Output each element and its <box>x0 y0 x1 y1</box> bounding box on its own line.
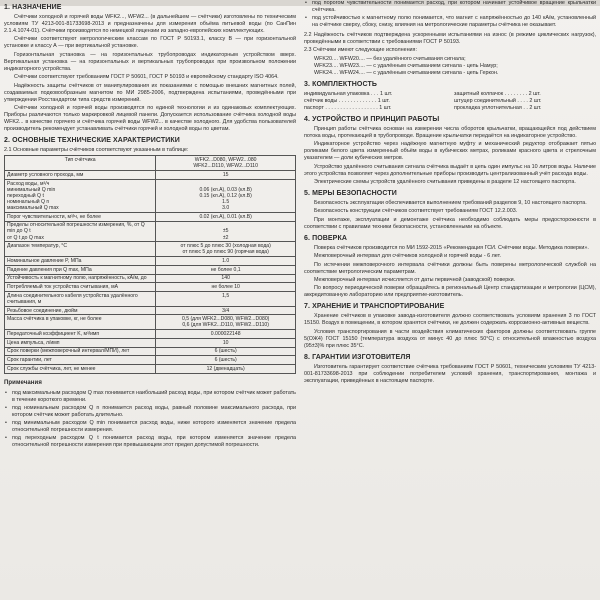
spec-table-body <box>5 171 296 374</box>
section-5-title: 5. МЕРЫ БЕЗОПАСНОСТИ <box>304 189 397 197</box>
kit-item: счётчик воды . . . . . . . . . . . . . 1 шт. <box>304 97 390 104</box>
section-1-title: 1. НАЗНАЧЕНИЕ <box>4 4 62 11</box>
section-6-title: 6. ПОВЕРКА <box>304 234 347 242</box>
sec1-paragraph: Счётчики холодной и горячей воды WFK2..., WFW2... (в дальнейшем — счётчики) изготовлены по техническим условиям ТУ 4213-001-81733698-2013 и предназначены для измерения объёма питьевой воды (по СанПин 2.1.4.1074-01). Счётчики производятся по немецкой лицензии из западно-европейских комплектующих. <box>4 14 296 34</box>
kit-item: штуцер соединительный . . . . 2 шт. <box>454 97 542 104</box>
spec-value-cell: 1,5 <box>156 291 296 306</box>
section-3-title: 3. КОМПЛЕКТНОСТЬ <box>304 80 377 88</box>
spec-value-cell: ±5 ±2 <box>156 221 296 242</box>
spec-value-cell: 0.000022148 <box>156 330 296 339</box>
sec4-paragraph: Электрические схемы устройств удалённого считывания приведены в разделе 12 настоящего паспорта. <box>314 178 576 185</box>
note-item: • под минимальным расходом Q min понимается расход воды, ниже которого изменяется значение предела относительной погрешности измерения. <box>4 420 296 434</box>
spec-param-cell: Резьбовое соединение, дюйм <box>5 306 156 315</box>
spec-value-cell: не более 0,1 <box>156 265 296 274</box>
spec-param-cell: Срок гарантии, лет <box>5 356 156 365</box>
left-column <box>4 0 296 450</box>
spec-value-cell: 10 <box>156 338 296 347</box>
sec7-paragraph: Условия транспортирования в части воздействия климатических факторов должны соответствовать группе 5(ОЖ4) ГОСТ 15150 (температура воздуха от минус 40 до плюс 50°С) с относительной влажностью воздуха (95±3)% при плюс 35°С. <box>304 328 596 349</box>
spec-table-row <box>5 221 296 242</box>
notes-title: Примечания <box>4 379 42 386</box>
sec1-paragraph: Счётчики соответствуют метрологическим классам по ГОСТ Р 50193.1, классу В — при горизонтальной установке и классу А — при вертикальной установке. <box>4 36 296 50</box>
kit-item: паспорт . . . . . . . . . . . . . . . . . . 1 шт. <box>304 104 392 111</box>
spec-param-cell: Расход воды, м³/ч минимальный Q min переходный Q t номинальный Q n максимальный Q max <box>5 179 156 212</box>
sec1-paragraph: Счётчики соответствуют требованиям ГОСТ Р 50601, ГОСТ Р 50193 и европейскому стандарту ISO 4064. <box>14 74 279 81</box>
spec-table-row <box>5 330 296 339</box>
spec-table-row <box>5 283 296 292</box>
spec-param-cell: Потребляемый ток устройства считывания, мА <box>5 283 156 292</box>
spec-param-cell: Цена импульса, л/имп <box>5 338 156 347</box>
variant-item: WFK20.... WFW20.... — без удалённого считывания сигнала; <box>314 55 466 62</box>
spec-table-row <box>5 315 296 330</box>
spec-param-cell: Устойчивость к магнитному полю, напряжённость, кА/м, до <box>5 274 156 283</box>
spec-table-row <box>5 171 296 180</box>
kit-grid <box>304 91 596 112</box>
spec-table <box>4 155 296 373</box>
top-bullets <box>304 0 596 29</box>
spec-param-cell: Падение давления при Q max, МПа <box>5 265 156 274</box>
spec-param-cell: Диаметр условного прохода, мм <box>5 171 156 180</box>
spec-value-cell: 6 (шесть) <box>156 347 296 356</box>
spec-table-row <box>5 306 296 315</box>
spec-table-row <box>5 212 296 221</box>
section-2-title: 2. ОСНОВНЫЕ ТЕХНИЧЕСКИЕ ХАРАКТЕРИСТИКИ <box>4 136 180 144</box>
note-item: • под переходным расходом Q t понимается расход воды, при котором изменяется значение предела относительной погрешности измерения при превышающем этот предел допустимой погрешности. <box>4 435 296 449</box>
spec-table-row <box>5 242 296 257</box>
spec-header-param: Тип счётчика <box>5 156 156 171</box>
spec-table-header <box>5 156 296 171</box>
section-7-title: 7. ХРАНЕНИЕ И ТРАНСПОРТИРОВАНИЕ <box>304 303 445 311</box>
spec-param-cell: Длина соединительного кабеля устройства удалённого считывания, м <box>5 291 156 306</box>
spec-param-cell: Диапазон температур, °С <box>5 242 156 257</box>
spec-header-value <box>156 156 296 171</box>
spec-table-row <box>5 179 296 212</box>
spec-value-cell: 6 (шесть) <box>156 356 296 365</box>
sec5-paragraph: Безопасность эксплуатации обеспечивается выполнением требований разделов 9, 10 настоящего паспорта. <box>314 199 587 206</box>
sec4-paragraph: Устройство удалённого считывания сигнала счётчика выдаёт в цепь один импульс на 10 литров воды. Наличие этого устройства позволяет через дополнительные приборы производить централизованный учёт расхода воды. <box>304 163 596 177</box>
sec6-paragraph: Межповерочный интервал для счётчиков холодной и горячей воды - 6 лет. <box>314 253 501 260</box>
spec-value-cell: 1.0 <box>156 257 296 266</box>
para-2-2: 2.2 Надёжность счётчиков подтверждена ускоренными испытаниями на износ (в режиме циклических нагрузок), проведёнными в соответствии с требованиями ГОСТ Р 50193. <box>304 32 596 45</box>
sec6-paragraph: По истечении межповерочного интервала счётчики должны быть поверены метрологической службой на соответствие метрологическим параметрам. <box>304 261 596 275</box>
section-4-title: 4. УСТРОЙСТВО И ПРИНЦИП РАБОТЫ <box>304 115 440 123</box>
spec-table-row <box>5 291 296 306</box>
sec1-paragraph: Надёжность защиты счётчиков от манипулирования их показаниями с помощью внешних магнитных полей, создаваемых подковообразным магнитом по МИ 2985-2006, подтверждена испытаниями, проведёнными при утверждении Росстандартом типа средств измерений. <box>4 82 296 103</box>
sec7-paragraph: Хранение счётчиков в упаковке завода-изготовителя должно соответствовать условиям хранения 3 по ГОСТ 15150. Воздух в помещении, в котором хранятся счётчики, не должен содержать коррозионно-активных веществ. <box>304 313 596 327</box>
spec-table-row <box>5 265 296 274</box>
spec-table-row <box>5 338 296 347</box>
spec-param-cell: Пределы относительной погрешности измерения, %, от Q min до Q t от Q t до Q max <box>5 221 156 242</box>
spec-param-cell: Порог чувствительности, м³/ч, не более <box>5 212 156 221</box>
spec-value-cell: 0.06 (кл.А), 0.03 (кл.В) 0.15 (кл.А), 0.12 (кл.В) 1.5 3.0 <box>156 179 296 212</box>
section-8-title: 8. ГАРАНТИИ ИЗГОТОВИТЕЛЯ <box>304 353 411 361</box>
spec-value-cell: 3/4 <box>156 306 296 315</box>
sec5-paragraph: Безопасность конструкции счётчиков соответствует требованиям ГОСТ 12.2.003. <box>314 208 518 215</box>
notes-list <box>4 390 296 449</box>
spec-table-row <box>5 347 296 356</box>
sec2-intro: 2.1 Основные параметры счётчиков соответствуют указанным в таблице: <box>4 146 189 153</box>
note-item: • под максимальным расходом Q max понимается наибольший расход воды, при котором счётчик может работать в течение короткого времени. <box>4 390 296 404</box>
spec-table-row <box>5 356 296 365</box>
sec6-paragraph: По вопросу периодической поверки обращайтесь в региональный Центр стандартизации и метрологии (ЦСМ), аккредитованную лабораторию или предприятие-изготовитель. <box>304 285 596 299</box>
spec-param-cell: Передаточный коэффициент K, м³/имп <box>5 330 156 339</box>
right-column <box>304 0 596 386</box>
kit-item: защитный колпачок . . . . . . . . 2 шт. <box>454 90 541 97</box>
sec5-paragraph: При монтаже, эксплуатации и демонтаже счётчика необходимо соблюдать меры предосторожности в соответствии с правилами техники безопасности, установленными на объекте. <box>304 216 596 230</box>
kit-item: индивидуальная упаковка . . . 1 шт. <box>304 90 393 97</box>
sec8-paragraph: Изготовитель гарантирует соответствие счётчика требованиям ГОСТ Р 50601, техническим условиям ТУ 4213-001-81733698-2013 при соблюдении потребителем условий хранения, транспортирования, монтажа и эксплуатации, приведённых в настоящем паспорте. <box>304 363 596 384</box>
sec4-paragraph: Индикаторное устройство через надёжную магнитную муфту и механический редуктор отображает пятью роликами белого цвета измеренный объём воды в кубических метрах, роликами красного цвета и стрелочным указателем — доли кубических метров. <box>304 141 596 162</box>
spec-value-cell: не более 10 <box>156 283 296 292</box>
note-item: • под номинальным расходом Q n понимается расход воды, равный половине максимального расхода, при котором счётчик может работать длительно. <box>4 405 296 419</box>
spec-value-cell: 0.02 (кл.А), 0.01 (кл.В) <box>156 212 296 221</box>
spec-table-row <box>5 274 296 283</box>
spec-param-cell: Масса счётчика в упаковке, кг, не более <box>5 315 156 330</box>
variant-list <box>304 56 596 77</box>
spec-param-cell: Номинальное давление P, МПа <box>5 257 156 266</box>
definition-bullet: • под устойчивостью к магнитному полю понимается, что магнит с напряжённостью до 140 кА/м, установленный на счётчике сверху, сбоку, снизу, влияния на метрологические параметры счётчика не оказывает. <box>304 15 596 29</box>
para-2-3: 2.3 Счётчики имеют следующие исполнения: <box>304 47 417 54</box>
spec-value-cell: 12 (двенадцать) <box>156 364 296 373</box>
spec-value-cell: 140 <box>156 274 296 283</box>
kit-item: прокладка уплотнительная . . 2 шт. <box>454 104 542 111</box>
sec4-paragraph: Принцип работы счётчика основан на измерении числа оборотов крыльчатки, вращающейся под действием потока воды, протекающей в трубопроводе. Вращение крыльчатки передаётся на индикаторное устройство. <box>304 125 596 139</box>
spec-value-cell: 15 <box>156 171 296 180</box>
sec6-paragraph: Межповерочный интервал исчисляется от даты первичной (заводской) поверки. <box>314 276 516 283</box>
definition-bullet: • под порогом чувствительности понимается расход, при котором начинает устойчивое вращение крыльчатки счётчика. <box>304 0 596 14</box>
spec-value-cell: 0,5 (для WFK2...D080, WFW2...D080) 0,6 (для WFK2...D110, WFW2...D110) <box>156 315 296 330</box>
spec-value-cell: от плюс 5 до плюс 30 (холодная вода) от плюс 5 до плюс 90 (горячая вода) <box>156 242 296 257</box>
sec1-paragraph: Счётчики холодной и горячей воды производятся по единой технологии и из одинаковых комплектующих. Приборы различаются только маркировкой лицевой панели. Допускается использование счётчика холодной воды WFK2... в качестве горячего и счётчика горячей воды WFW2... в качестве холодного. Для удобства пользователей производитель рекомендует устанавливать счётчики горячей и холодной воды по цветам. <box>4 104 296 132</box>
variant-item: WFK23.... WFW23.... — с удалённым считыванием сигнала - цепь Намур; <box>314 62 498 69</box>
sec6-paragraph: Поверка счётчиков производится по МИ 1592-2015 «Рекомендация ГСИ. Счётчики воды. Методика поверки». <box>314 244 589 251</box>
spec-table-row <box>5 257 296 266</box>
variant-item: WFK24.... WFW24.... — с удалённым считыванием сигнала - цепь Геркон. <box>314 69 499 76</box>
sec1-paragraph: Горизонтальная установка — на горизонтальных трубопроводах индикаторным устройством вверх. Вертикальная установка — на горизонтальных и вертикальных трубопроводах при произвольном положении индикаторного устройства. <box>4 51 296 72</box>
spec-header-value-text: WFK2...D080, WFW2...080 WFK2...D110, WFW2...D110 <box>193 157 258 170</box>
spec-param-cell: Срок поверки (межповерочный интервал/МПИ), лет <box>5 347 156 356</box>
spec-param-cell: Срок службы счётчика, лет, не менее <box>5 364 156 373</box>
spec-table-row <box>5 364 296 373</box>
